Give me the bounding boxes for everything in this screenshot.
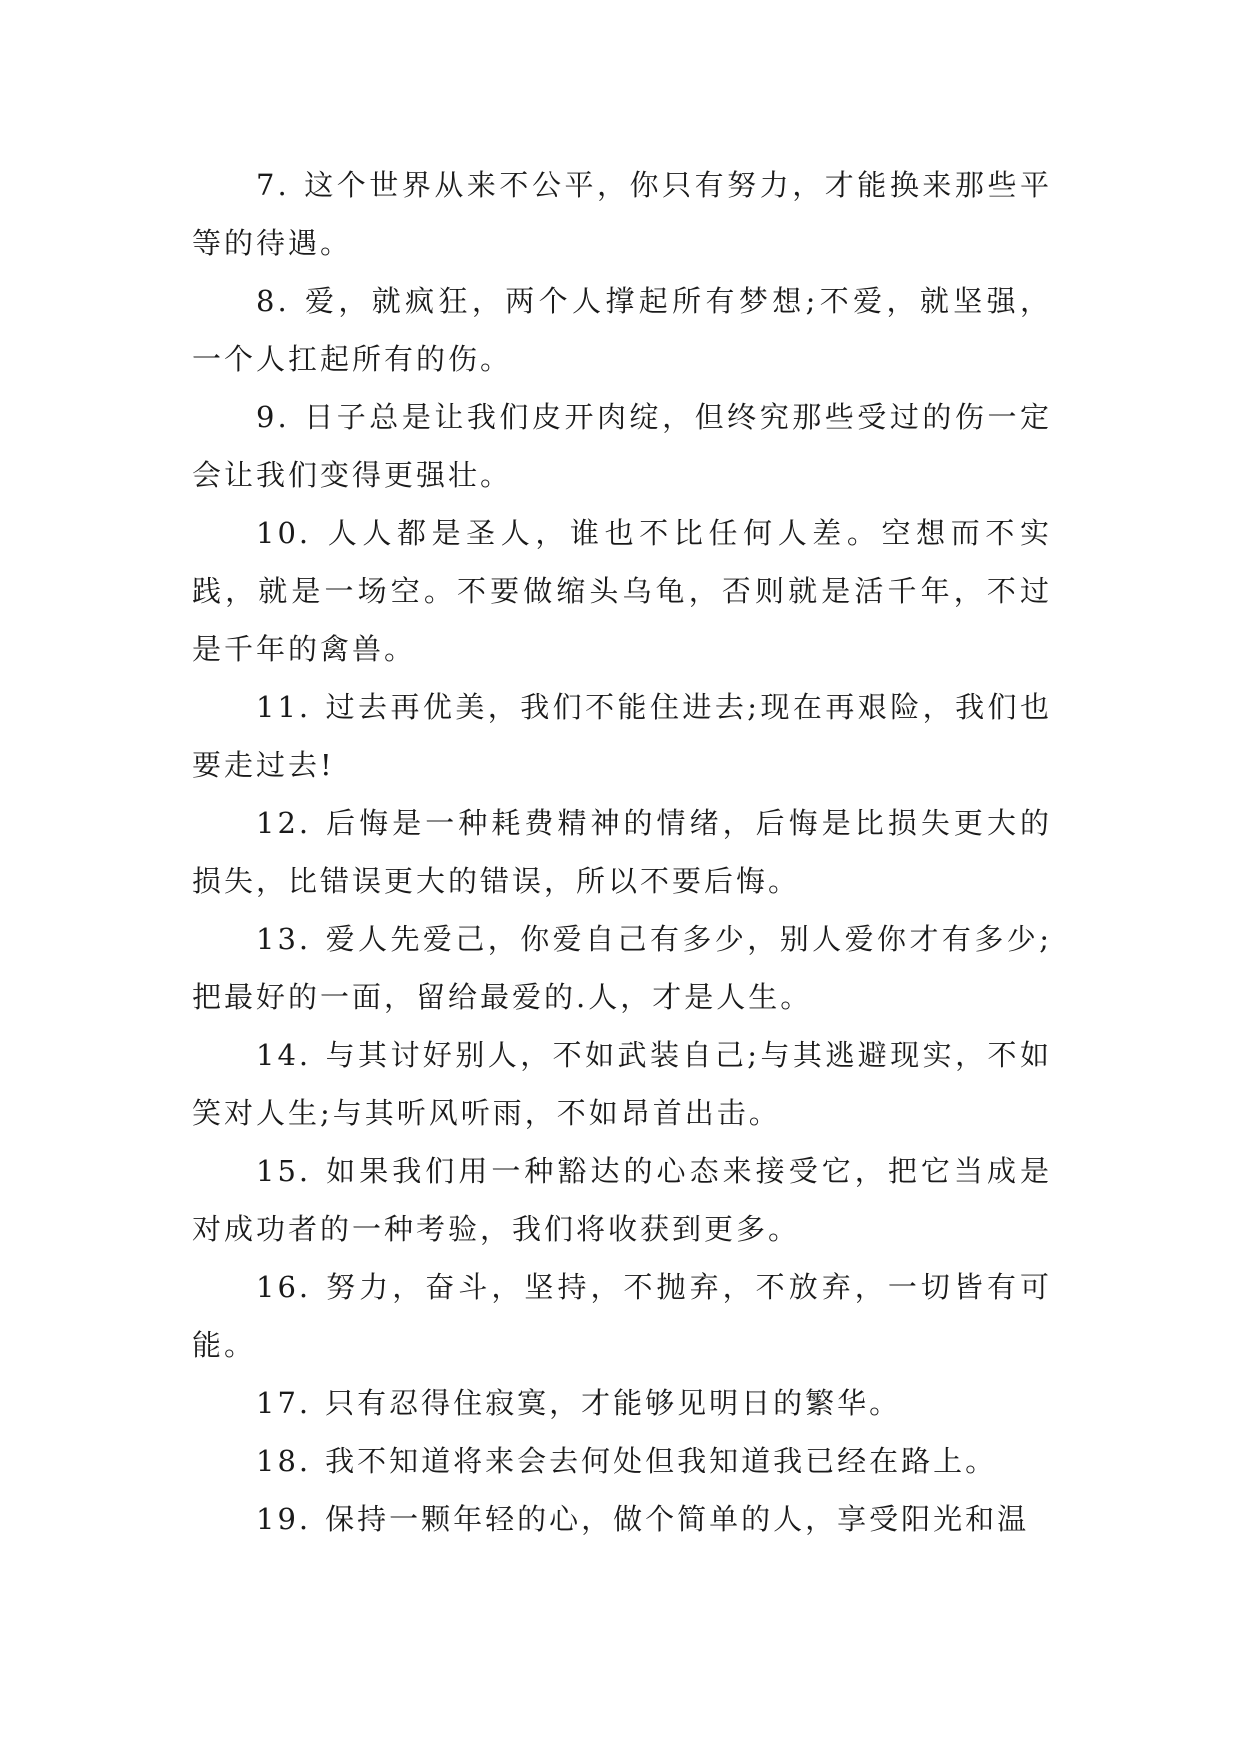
paragraph-number: 8. [256,284,290,318]
paragraph-text: 过去再优美，我们不能住进去;现在再艰险，我们也要走过去! [192,690,1052,782]
paragraph-12 [192,794,1052,910]
paragraph-17 [192,1374,1052,1432]
paragraph-number: 12. [256,806,312,840]
paragraph-number: 18. [256,1444,312,1478]
paragraph-number: 11. [256,690,312,724]
paragraph-text: 与其讨好别人，不如武装自己;与其逃避现实，不如笑对人生;与其听风听雨，不如昂首出击。 [192,1038,1052,1130]
paragraph-text: 后悔是一种耗费精神的情绪，后悔是比损失更大的损失，比错误更大的错误，所以不要后悔。 [192,806,1052,898]
paragraph-text: 我不知道将来会去何处但我知道我已经在路上。 [325,1444,998,1478]
paragraph-text: 日子总是让我们皮开肉绽，但终究那些受过的伤一定会让我们变得更强壮。 [192,400,1052,492]
paragraph-10 [192,504,1052,678]
paragraph-text: 爱人先爱己，你爱自己有多少，别人爱你才有多少;把最好的一面，留给最爱的.人，才是人生。 [192,922,1052,1014]
paragraph-19 [192,1490,1052,1548]
paragraph-15 [192,1142,1052,1258]
paragraph-number: 13. [256,922,312,956]
paragraph-13 [192,910,1052,1026]
paragraph-number: 16. [256,1270,312,1304]
document-body [192,156,1052,1548]
paragraph-11 [192,678,1052,794]
paragraph-14 [192,1026,1052,1142]
paragraph-16 [192,1258,1052,1374]
paragraph-number: 7. [256,168,290,202]
paragraph-number: 10. [256,516,312,550]
paragraph-text: 爱，就疯狂，两个人撑起所有梦想;不爱，就坚强，一个人扛起所有的伤。 [192,284,1052,376]
paragraph-number: 19. [256,1502,312,1536]
paragraph-18 [192,1432,1052,1490]
paragraph-9 [192,388,1052,504]
paragraph-text: 保持一颗年轻的心，做个简单的人，享受阳光和温 [325,1502,1030,1536]
paragraph-text: 只有忍得住寂寞，才能够见明日的繁华。 [325,1386,902,1420]
paragraph-8 [192,272,1052,388]
paragraph-number: 17. [256,1386,312,1420]
paragraph-number: 14. [256,1038,312,1072]
paragraph-7 [192,156,1052,272]
paragraph-text: 这个世界从来不公平，你只有努力，才能换来那些平等的待遇。 [192,168,1052,260]
paragraph-number: 9. [256,400,290,434]
paragraph-number: 15. [256,1154,312,1188]
paragraph-text: 人人都是圣人，谁也不比任何人差。空想而不实践，就是一场空。不要做缩头乌龟，否则就是活千年，不过是千年的禽兽。 [192,516,1052,666]
paragraph-text: 如果我们用一种豁达的心态来接受它，把它当成是对成功者的一种考验，我们将收获到更多。 [192,1154,1052,1246]
paragraph-text: 努力，奋斗，坚持，不抛弃，不放弃，一切皆有可能。 [192,1270,1052,1362]
